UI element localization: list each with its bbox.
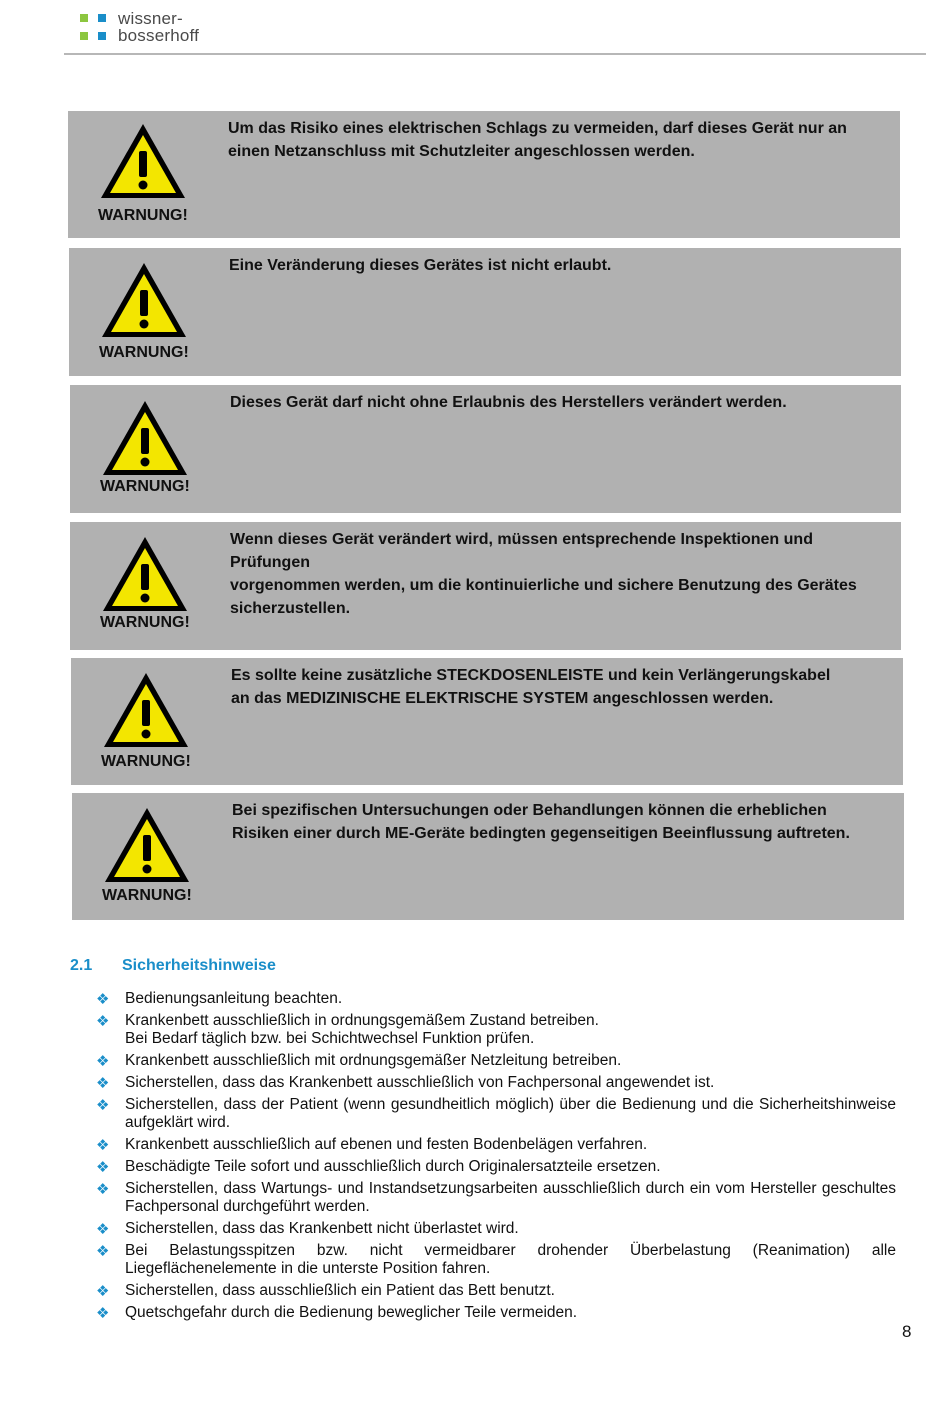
diamond-bullet-icon: ❖ <box>96 1053 110 1070</box>
logo-text <box>118 10 199 44</box>
warning-box <box>72 793 904 920</box>
diamond-bullet-icon: ❖ <box>96 1243 110 1260</box>
list-item-text: Quetschgefahr durch die Bedienung beweglicher Teile vermeiden. <box>125 1304 578 1321</box>
logo-square-blue-2 <box>98 32 106 40</box>
warning-label: WARNUNG! <box>101 753 191 770</box>
warning-message-line: sicherzustellen. <box>230 600 351 617</box>
list-item-text: Sicherstellen, dass das Krankenbett ausschließlich von Fachpersonal angewendet ist. <box>125 1074 715 1091</box>
list-item-text: Bei Belastungsspitzen bzw. nicht vermeidbarer drohender Überbelastung (Reanimation) alle Liegeflächenelemente in die unterste Position fahren. <box>125 1242 896 1277</box>
section-number: 2.1 <box>70 957 93 974</box>
logo-square-green-1 <box>80 14 88 22</box>
list-item <box>96 1096 896 1132</box>
section-title: Sicherheitshinweise <box>122 957 276 974</box>
warning-message-line: an das MEDIZINISCHE ELEKTRISCHE SYSTEM angeschlossen werden. <box>231 690 774 707</box>
warning-label: WARNUNG! <box>100 614 190 631</box>
list-item <box>96 1136 896 1154</box>
warning-label: WARNUNG! <box>98 207 188 224</box>
list-item <box>96 1220 896 1238</box>
logo-text-line1: wissner- <box>118 9 183 28</box>
warning-message <box>231 664 911 710</box>
warning-label: WARNUNG! <box>99 344 189 361</box>
diamond-bullet-icon: ❖ <box>96 1075 110 1092</box>
warning-box <box>70 385 901 513</box>
warning-message <box>232 799 912 845</box>
list-item-text: Krankenbett ausschließlich in ordnungsgemäßem Zustand betreiben. <box>125 1012 599 1029</box>
warning-triangle-icon <box>101 670 191 750</box>
warning-message-line: Prüfungen <box>230 554 310 571</box>
list-item <box>96 1158 896 1176</box>
warning-message-line: vorgenommen werden, um die kontinuierliche und sichere Benutzung des Gerätes <box>230 577 857 594</box>
warning-label: WARNUNG! <box>100 478 190 495</box>
diamond-bullet-icon: ❖ <box>96 1283 110 1300</box>
warning-triangle-icon <box>98 121 188 201</box>
diamond-bullet-icon: ❖ <box>96 1097 110 1114</box>
list-item-text: Sicherstellen, dass der Patient (wenn gesundheitlich möglich) über die Bedienung und die Sicherheitshinweise aufgeklärt wird. <box>125 1096 896 1131</box>
diamond-bullet-icon: ❖ <box>96 1159 110 1176</box>
list-item-text: Krankenbett ausschließlich auf ebenen und festen Bodenbelägen verfahren. <box>125 1136 648 1153</box>
diamond-bullet-icon: ❖ <box>96 991 110 1008</box>
warning-triangle-icon <box>99 260 189 340</box>
warning-triangle-icon <box>100 398 190 478</box>
list-item <box>96 1282 896 1300</box>
list-item-text: Krankenbett ausschließlich mit ordnungsgemäßer Netzleitung betreiben. <box>125 1052 622 1069</box>
warning-message-line: Um das Risiko eines elektrischen Schlags zu vermeiden, darf dieses Gerät nur an <box>228 120 847 137</box>
list-item-text: Bei Bedarf täglich bzw. bei Schichtwechsel Funktion prüfen. <box>125 1030 535 1047</box>
logo-text-line2: bosserhoff <box>118 26 200 45</box>
warning-message-line: Eine Veränderung dieses Gerätes ist nicht erlaubt. <box>229 257 612 274</box>
diamond-bullet-icon: ❖ <box>96 1013 110 1030</box>
warning-message <box>230 391 910 414</box>
diamond-bullet-icon: ❖ <box>96 1181 110 1198</box>
warning-message-line: Risiken einer durch ME-Geräte bedingten gegenseitigen Beeinflussung auftreten. <box>232 825 850 842</box>
warning-message-line: einen Netzanschluss mit Schutzleiter angeschlossen werden. <box>228 143 695 160</box>
warning-message-line: Wenn dieses Gerät verändert wird, müssen entsprechende Inspektionen und <box>230 531 813 548</box>
warning-triangle-icon <box>100 534 190 614</box>
warning-message-line: Es sollte keine zusätzliche STECKDOSENLEISTE und kein Verlängerungskabel <box>231 667 831 684</box>
warning-box <box>71 658 903 785</box>
warning-box <box>69 248 901 376</box>
warning-message <box>228 117 908 163</box>
list-item-text: Sicherstellen, dass das Krankenbett nicht überlastet wird. <box>125 1220 519 1237</box>
list-item <box>96 990 896 1008</box>
list-item <box>96 1242 896 1278</box>
logo-square-green-2 <box>80 32 88 40</box>
diamond-bullet-icon: ❖ <box>96 1221 110 1238</box>
diamond-bullet-icon: ❖ <box>96 1137 110 1154</box>
list-item <box>96 1304 896 1322</box>
warning-box <box>68 111 900 238</box>
list-item <box>96 1052 896 1070</box>
diamond-bullet-icon: ❖ <box>96 1305 110 1322</box>
list-item <box>96 1074 896 1092</box>
safety-bullet-list <box>96 990 896 1326</box>
warning-box <box>70 522 901 650</box>
header-rule <box>64 53 926 55</box>
warning-triangle-icon <box>102 805 192 885</box>
page-number: 8 <box>902 1322 912 1341</box>
list-item <box>96 1012 896 1048</box>
warning-message-line: Bei spezifischen Untersuchungen oder Behandlungen können die erheblichen <box>232 802 827 819</box>
list-item-text: Beschädigte Teile sofort und ausschließlich durch Originalersatzteile ersetzen. <box>125 1158 661 1175</box>
warning-label: WARNUNG! <box>102 887 192 904</box>
list-item-text: Sicherstellen, dass Wartungs- und Instandsetzungsarbeiten ausschließlich durch ein vom Hersteller geschultes Fachpersonal durchgeführt werden. <box>125 1180 896 1215</box>
list-item-text: Bedienungsanleitung beachten. <box>125 990 343 1007</box>
warning-message <box>230 528 910 620</box>
warning-message-line: Dieses Gerät darf nicht ohne Erlaubnis des Herstellers verändert werden. <box>230 394 787 411</box>
warning-message <box>229 254 909 277</box>
list-item <box>96 1180 896 1216</box>
logo-square-blue-1 <box>98 14 106 22</box>
list-item-text: Sicherstellen, dass ausschließlich ein Patient das Bett benutzt. <box>125 1282 555 1299</box>
